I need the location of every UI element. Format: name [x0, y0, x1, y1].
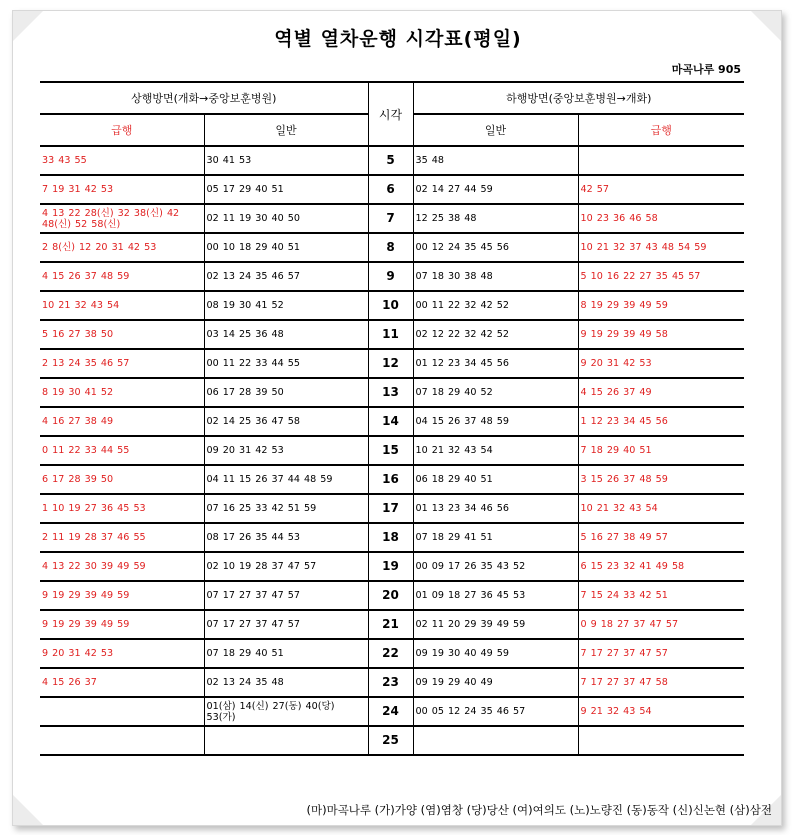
table-row	[40, 581, 744, 610]
up-local-cell: 30 41 53	[204, 146, 368, 175]
table-row	[40, 494, 744, 523]
table-row	[40, 639, 744, 668]
up-local-cell: 07 16 25 33 42 51 59	[204, 494, 368, 523]
hour-cell: 17	[368, 494, 413, 523]
up-local-header: 일반	[204, 114, 368, 146]
down-express-cell: 7 15 24 33 42 51	[578, 581, 744, 610]
station-label: 마곡나루 905	[671, 63, 741, 76]
table-row	[40, 349, 744, 378]
timetable-body	[40, 146, 744, 755]
up-local-cell	[204, 726, 368, 755]
down-express-cell: 1 12 23 34 45 56	[578, 407, 744, 436]
table-row	[40, 465, 744, 494]
up-local-cell: 02 13 24 35 46 57	[204, 262, 368, 291]
down-local-cell	[413, 726, 578, 755]
down-local-cell: 07 18 29 41 51	[413, 523, 578, 552]
down-express-header: 급행	[578, 114, 744, 146]
up-local-cell: 09 20 31 42 53	[204, 436, 368, 465]
up-local-cell: 02 13 24 35 48	[204, 668, 368, 697]
table-row	[40, 697, 744, 726]
table-row	[40, 610, 744, 639]
hour-cell: 11	[368, 320, 413, 349]
up-local-cell: 07 17 27 37 47 57	[204, 581, 368, 610]
down-local-cell: 06 18 29 40 51	[413, 465, 578, 494]
up-local-cell: 03 14 25 36 48	[204, 320, 368, 349]
down-local-cell: 07 18 29 40 52	[413, 378, 578, 407]
up-local-cell: 08 19 30 41 52	[204, 291, 368, 320]
table-row	[40, 291, 744, 320]
up-express-cell: 4 13 22 30 39 49 59	[40, 552, 204, 581]
up-express-cell	[40, 726, 204, 755]
up-express-cell: 2 8(신) 12 20 31 42 53	[40, 233, 204, 262]
hour-cell: 14	[368, 407, 413, 436]
table-row	[40, 378, 744, 407]
down-express-cell	[578, 146, 744, 175]
down-express-cell: 8 19 29 39 49 59	[578, 291, 744, 320]
hour-cell: 10	[368, 291, 413, 320]
hour-cell: 6	[368, 175, 413, 204]
hour-cell: 18	[368, 523, 413, 552]
down-local-cell: 02 12 22 32 42 52	[413, 320, 578, 349]
up-express-cell: 5 16 27 38 50	[40, 320, 204, 349]
hour-cell: 13	[368, 378, 413, 407]
hour-header: 시각	[368, 82, 413, 146]
down-local-cell: 04 15 26 37 48 59	[413, 407, 578, 436]
table-row	[40, 668, 744, 697]
hour-cell: 7	[368, 204, 413, 233]
down-local-cell: 00 12 24 35 45 56	[413, 233, 578, 262]
down-express-cell: 4 15 26 37 49	[578, 378, 744, 407]
down-local-cell: 35 48	[413, 146, 578, 175]
up-express-cell: 6 17 28 39 50	[40, 465, 204, 494]
up-express-cell: 9 19 29 39 49 59	[40, 610, 204, 639]
up-express-cell: 8 19 30 41 52	[40, 378, 204, 407]
down-express-cell: 42 57	[578, 175, 744, 204]
table-row	[40, 320, 744, 349]
down-express-cell: 3 15 26 37 48 59	[578, 465, 744, 494]
down-express-cell: 10 23 36 46 58	[578, 204, 744, 233]
down-express-cell: 6 15 23 32 41 49 58	[578, 552, 744, 581]
table-row	[40, 436, 744, 465]
up-local-cell: 07 17 27 37 47 57	[204, 610, 368, 639]
hour-cell: 25	[368, 726, 413, 755]
up-local-cell: 02 10 19 28 37 47 57	[204, 552, 368, 581]
down-local-cell: 01 09 18 27 36 45 53	[413, 581, 578, 610]
down-local-cell: 12 25 38 48	[413, 204, 578, 233]
down-local-cell: 02 11 20 29 39 49 59	[413, 610, 578, 639]
up-local-cell: 05 17 29 40 51	[204, 175, 368, 204]
up-local-cell: 01(삼) 14(신) 27(동) 40(당) 53(가)	[204, 697, 368, 726]
down-local-cell: 07 18 30 38 48	[413, 262, 578, 291]
hour-cell: 24	[368, 697, 413, 726]
up-express-cell: 7 19 31 42 53	[40, 175, 204, 204]
up-express-cell: 4 15 26 37	[40, 668, 204, 697]
up-direction-header: 상행방면(개화→중앙보훈병원)	[40, 82, 368, 114]
down-local-cell: 10 21 32 43 54	[413, 436, 578, 465]
down-local-cell: 00 11 22 32 42 52	[413, 291, 578, 320]
down-express-cell: 9 21 32 43 54	[578, 697, 744, 726]
down-express-cell: 0 9 18 27 37 47 57	[578, 610, 744, 639]
up-express-cell: 1 10 19 27 36 45 53	[40, 494, 204, 523]
up-express-cell: 9 19 29 39 49 59	[40, 581, 204, 610]
table-row	[40, 552, 744, 581]
page-curl-bottom-left	[13, 795, 43, 825]
station-abbreviation-legend: (마)마곡나루 (가)가양 (염)염창 (당)당산 (여)여의도 (노)노량진 (동)동작 (신)신논현 (삼)삼전	[306, 803, 772, 817]
table-row	[40, 233, 744, 262]
up-local-cell: 07 18 29 40 51	[204, 639, 368, 668]
up-express-cell: 2 13 24 35 46 57	[40, 349, 204, 378]
up-local-cell: 08 17 26 35 44 53	[204, 523, 368, 552]
up-local-cell: 04 11 15 26 37 44 48 59	[204, 465, 368, 494]
down-express-cell: 9 19 29 39 49 58	[578, 320, 744, 349]
timetable	[40, 81, 744, 756]
hour-cell: 16	[368, 465, 413, 494]
down-express-cell: 5 10 16 22 27 35 45 57	[578, 262, 744, 291]
table-row	[40, 262, 744, 291]
up-express-cell: 2 11 19 28 37 46 55	[40, 523, 204, 552]
hour-cell: 22	[368, 639, 413, 668]
up-express-cell: 10 21 32 43 54	[40, 291, 204, 320]
up-local-cell: 00 10 18 29 40 51	[204, 233, 368, 262]
up-local-cell: 02 14 25 36 47 58	[204, 407, 368, 436]
hour-cell: 12	[368, 349, 413, 378]
table-row	[40, 146, 744, 175]
down-local-header: 일반	[413, 114, 578, 146]
up-express-cell: 4 16 27 38 49	[40, 407, 204, 436]
up-local-cell: 02 11 19 30 40 50	[204, 204, 368, 233]
down-express-cell: 7 17 27 37 47 58	[578, 668, 744, 697]
hour-cell: 20	[368, 581, 413, 610]
table-row	[40, 204, 744, 233]
up-express-cell: 4 13 22 28(신) 32 38(신) 42 48(신) 52 58(신)	[40, 204, 204, 233]
down-local-cell: 02 14 27 44 59	[413, 175, 578, 204]
hour-cell: 23	[368, 668, 413, 697]
down-direction-header: 하행방면(중앙보훈병원→개화)	[413, 82, 744, 114]
hour-cell: 15	[368, 436, 413, 465]
up-local-cell: 06 17 28 39 50	[204, 378, 368, 407]
up-express-cell: 9 20 31 42 53	[40, 639, 204, 668]
down-local-cell: 09 19 30 40 49 59	[413, 639, 578, 668]
down-express-cell: 7 17 27 37 47 57	[578, 639, 744, 668]
table-row	[40, 407, 744, 436]
up-express-cell: 0 11 22 33 44 55	[40, 436, 204, 465]
table-row	[40, 523, 744, 552]
down-express-cell: 7 18 29 40 51	[578, 436, 744, 465]
up-express-cell	[40, 697, 204, 726]
down-express-cell: 5 16 27 38 49 57	[578, 523, 744, 552]
down-express-cell	[578, 726, 744, 755]
down-local-cell: 00 09 17 26 35 43 52	[413, 552, 578, 581]
down-local-cell: 00 05 12 24 35 46 57	[413, 697, 578, 726]
down-express-cell: 10 21 32 37 43 48 54 59	[578, 233, 744, 262]
page-title: 역별 열차운행 시각표(평일)	[274, 28, 522, 50]
down-local-cell: 01 12 23 34 45 56	[413, 349, 578, 378]
down-express-cell: 10 21 32 43 54	[578, 494, 744, 523]
up-express-cell: 4 15 26 37 48 59	[40, 262, 204, 291]
hour-cell: 21	[368, 610, 413, 639]
up-express-header: 급행	[40, 114, 204, 146]
down-express-cell: 9 20 31 42 53	[578, 349, 744, 378]
down-local-cell: 01 13 23 34 46 56	[413, 494, 578, 523]
hour-cell: 5	[368, 146, 413, 175]
hour-cell: 9	[368, 262, 413, 291]
up-express-cell: 33 43 55	[40, 146, 204, 175]
up-local-cell: 00 11 22 33 44 55	[204, 349, 368, 378]
hour-cell: 19	[368, 552, 413, 581]
table-row	[40, 175, 744, 204]
hour-cell: 8	[368, 233, 413, 262]
down-local-cell: 09 19 29 40 49	[413, 668, 578, 697]
table-row	[40, 726, 744, 755]
